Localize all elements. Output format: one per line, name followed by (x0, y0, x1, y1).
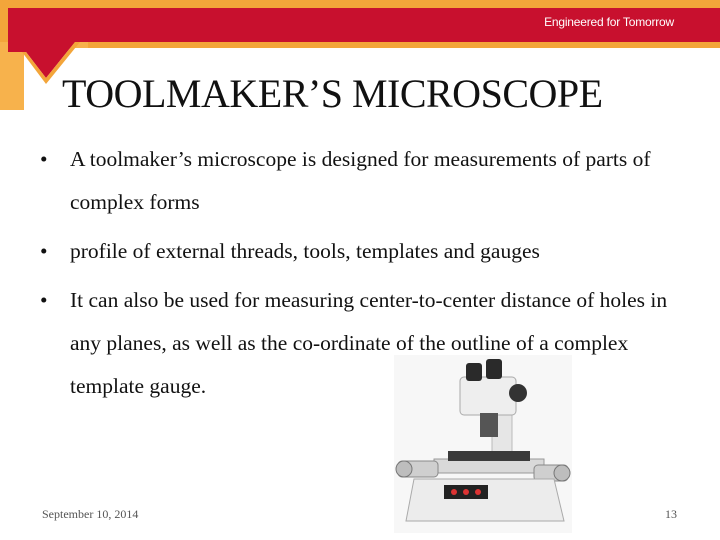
page-number: 13 (665, 507, 677, 521)
microscope-image (394, 355, 572, 533)
bullet-text: It can also be used for measuring center-to-center distance of holes in any planes, as well as the co-ordinate of the outline of a complex template gauge. (70, 288, 668, 398)
bullet-item (40, 279, 690, 408)
bullet-icon: • (40, 288, 48, 312)
slide-title: TOOLMAKER’S MICROSCOPE (62, 71, 603, 116)
bullet-item (40, 230, 690, 273)
footer-date: September 10, 2014 (42, 507, 139, 521)
bullet-icon: • (40, 239, 48, 263)
bullet-list (40, 138, 690, 414)
tagline: Engineered for Tomorrow (544, 15, 674, 29)
bullet-item (40, 138, 690, 224)
bullet-text: A toolmaker’s microscope is designed for measurements of parts of complex forms (70, 147, 651, 214)
bullet-icon: • (40, 147, 48, 171)
bullet-text: profile of external threads, tools, templates and gauges (70, 239, 540, 263)
